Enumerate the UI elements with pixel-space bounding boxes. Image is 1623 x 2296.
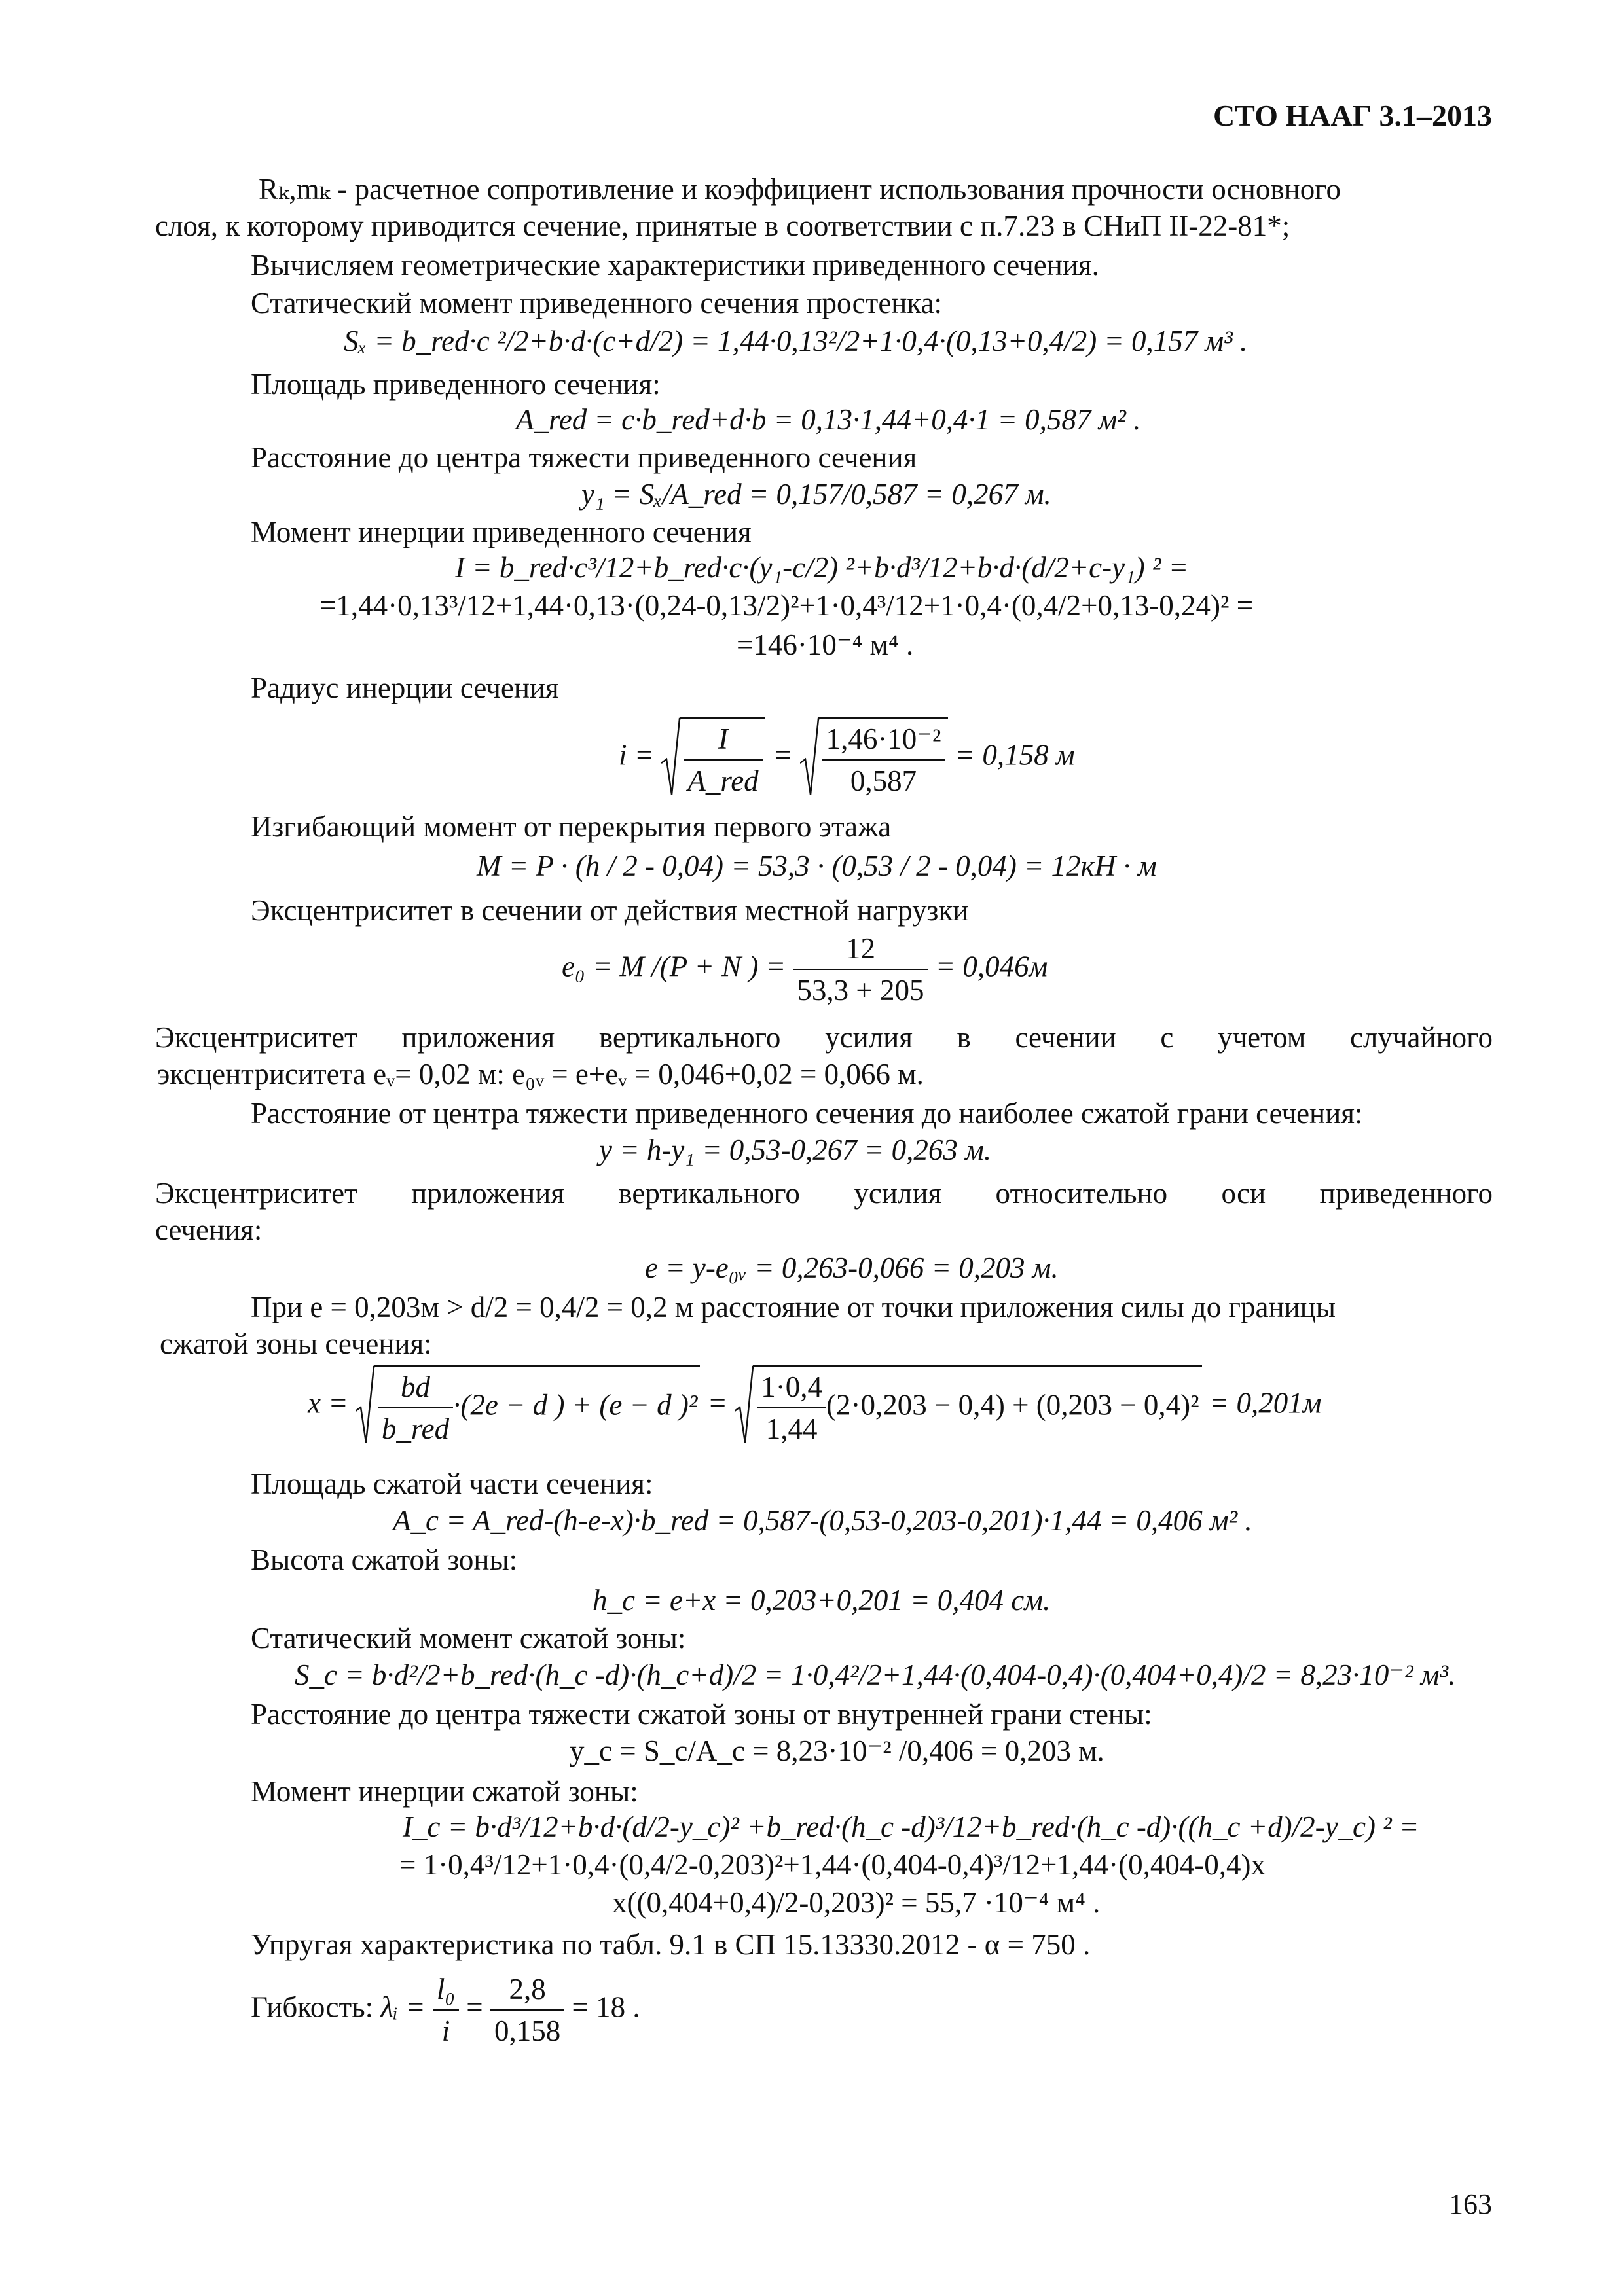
text-line: Расстояние от центра тяжести приведенного сечения до наиболее сжатой грани сечения: bbox=[251, 1097, 1363, 1130]
text-line: Площадь сжатой части сечения: bbox=[251, 1467, 653, 1500]
text-line: Вычисляем геометрические характеристики приведенного сечения. bbox=[251, 249, 1099, 281]
formula-lhs: i = bbox=[619, 738, 655, 772]
text-line: Расстояние до центра тяжести приведенного сечения bbox=[251, 441, 917, 474]
formula-line: Sₓ = b_red·c ²/2+b·d·(c+d/2) = 1,44·0,13²/2+1·0,4·(0,13+0,4/2) = 0,157 м³ . bbox=[344, 325, 1248, 357]
formula-line: A_c = A_red-(h-e-x)·b_red = 0,587-(0,53-0,203-0,201)·1,44 = 0,406 м² . bbox=[393, 1504, 1252, 1537]
formula-line: I = b_red·c³/12+b_red·c·(y₁-c/2) ²+b·d³/12+b·d·(d/2+c-y₁) ² = bbox=[455, 551, 1189, 584]
page-number: 163 bbox=[1449, 2188, 1492, 2220]
text-line: сечения: bbox=[155, 1213, 263, 1246]
formula-result: = 0,201м bbox=[1209, 1386, 1322, 1420]
radical-icon bbox=[661, 717, 681, 796]
text-line: Момент инерции приведенного сечения bbox=[251, 516, 752, 548]
formula-result: = 0,158 м bbox=[955, 738, 1075, 772]
formula-result: = 0,046м bbox=[935, 950, 1048, 983]
formula-moment: M = P · (h / 2 - 0,04) = 53,3 · (0,53 / 2 - 0,04) = 12кН · м bbox=[477, 850, 1157, 882]
formula-line: h_c = e+x = 0,203+0,201 = 0,404 см. bbox=[593, 1584, 1051, 1617]
radical-icon bbox=[735, 1365, 754, 1444]
formula-line: S_c = b·d²/2+b_red·(h_c -d)·(h_c+d)/2 = 1·0,4²/2+1,44·(0,404-0,4)·(0,404+0,4)/2 = 8,23·10⁻² м³. bbox=[295, 1659, 1456, 1691]
radicand-tail: ·(2e − d ) + (e − d )² bbox=[453, 1388, 698, 1422]
text-line: Эксцентриситет приложения вертикального усилия в сечении с учетом случайного bbox=[155, 1021, 1493, 1054]
fraction-numerator: 2,8 bbox=[490, 1971, 564, 2011]
fraction-numerator: 1·0,4 bbox=[757, 1369, 826, 1408]
equals-sign: = bbox=[707, 1386, 728, 1420]
radical-icon bbox=[800, 717, 820, 796]
formula-line: A_red = c·b_red+d·b = 0,13·1,44+0,4·1 = 0,587 м² . bbox=[516, 403, 1141, 436]
text-line: Высота сжатой зоны: bbox=[251, 1543, 518, 1576]
text-line: сжатой зоны сечения: bbox=[160, 1327, 432, 1360]
formula-lhs: e₀ = M /(P + N ) = bbox=[562, 950, 786, 983]
text-line: Упругая характеристика по табл. 9.1 в СП 15.13330.2012 - α = 750 . bbox=[251, 1928, 1091, 1961]
sqrt-sign bbox=[735, 1365, 1201, 1446]
page-header: СТО НААГ 3.1–2013 bbox=[1213, 99, 1492, 132]
fraction-numerator: 1,46·10⁻² bbox=[822, 721, 945, 761]
fraction-denominator: 53,3 + 205 bbox=[797, 974, 924, 1007]
formula-eccentricity bbox=[562, 931, 1048, 1008]
formula-line: e = y-e₀ᵥ = 0,263-0,066 = 0,203 м. bbox=[645, 1251, 1059, 1284]
fraction-denominator: 0,587 bbox=[850, 764, 917, 797]
fraction-numerator: I bbox=[684, 721, 762, 761]
formula-radius bbox=[619, 717, 1075, 798]
fraction-numerator: l₀ bbox=[433, 1971, 459, 2011]
sqrt-sign bbox=[356, 1365, 701, 1446]
text-line: Эксцентриситет в сечении от действия местной нагрузки bbox=[251, 894, 969, 927]
fraction-denominator: i bbox=[441, 2015, 450, 2047]
formula-flexibility bbox=[251, 1971, 640, 2049]
formula-lhs: x = bbox=[308, 1386, 348, 1420]
text-line: слоя, к которому приводится сечение, принятые в соответствии с п.7.23 в СНиП II-22-81*; bbox=[155, 209, 1290, 242]
radicand-tail: (2·0,203 − 0,4) + (0,203 − 0,4)² bbox=[826, 1388, 1199, 1422]
text-line: Rₖ,mₖ - расчетное сопротивление и коэффициент использования прочности основного bbox=[259, 173, 1341, 206]
formula-lhs: λᵢ = bbox=[380, 1990, 426, 2024]
formula-line: x((0,404+0,4)/2-0,203)² = 55,7 ·10⁻⁴ м⁴ . bbox=[612, 1886, 1101, 1919]
formula-label: Гибкость: bbox=[251, 1990, 374, 2024]
text-line: Площадь приведенного сечения: bbox=[251, 368, 661, 401]
text-line: Изгибающий момент от перекрытия первого этажа bbox=[251, 810, 892, 843]
text-line: Расстояние до центра тяжести сжатой зоны от внутренней грани стены: bbox=[251, 1698, 1152, 1731]
text-line: Радиус инерции сечения bbox=[251, 672, 559, 704]
fraction-denominator: 0,158 bbox=[494, 2015, 561, 2047]
radical-icon bbox=[356, 1365, 375, 1444]
fraction-numerator: bd bbox=[378, 1369, 453, 1408]
equals-sign: = bbox=[466, 1990, 483, 2024]
text-line: Статический момент приведенного сечения простенка: bbox=[251, 287, 943, 319]
formula-line: = 1·0,4³/12+1·0,4·(0,4/2-0,203)²+1,44·(0,404-0,4)³/12+1,44·(0,404-0,4)x bbox=[399, 1848, 1266, 1881]
fraction-numerator: 12 bbox=[793, 931, 928, 970]
formula-line: =1,44·0,13³/12+1,44·0,13·(0,24-0,13/2)²+1·0,4³/12+1·0,4·(0,4/2+0,13-0,24)² = bbox=[319, 589, 1254, 622]
formula-line: =146·10⁻⁴ м⁴ . bbox=[737, 628, 914, 661]
formula-line: I_c = b·d³/12+b·d·(d/2-y_c)² +b_red·(h_c -d)³/12+b_red·(h_c -d)·((h_c +d)/2-y_c) ² = bbox=[403, 1810, 1419, 1843]
fraction-denominator: 1,44 bbox=[765, 1412, 818, 1445]
text-line: При e = 0,203м > d/2 = 0,4/2 = 0,2 м расстояние от точки приложения силы до границы bbox=[251, 1291, 1336, 1323]
equals-sign: = bbox=[772, 738, 793, 772]
text-line: Эксцентриситет приложения вертикального усилия относительно оси приведенного bbox=[155, 1177, 1493, 1210]
formula-x-zone bbox=[308, 1365, 1321, 1446]
formula-line: y₁ = Sₓ/A_red = 0,157/0,587 = 0,267 м. bbox=[581, 478, 1051, 511]
fraction-denominator: A_red bbox=[687, 764, 759, 797]
sqrt-sign bbox=[800, 717, 948, 798]
fraction-denominator: b_red bbox=[381, 1412, 450, 1445]
formula-line: y = h-y₁ = 0,53-0,267 = 0,263 м. bbox=[599, 1134, 992, 1166]
formula-result: = 18 . bbox=[572, 1990, 640, 2024]
text-line: Статический момент сжатой зоны: bbox=[251, 1622, 686, 1655]
text-line: эксцентриситета eᵥ= 0,02 м: e₀ᵥ = e+eᵥ = 0,046+0,02 = 0,066 м. bbox=[157, 1058, 924, 1090]
text-line: Момент инерции сжатой зоны: bbox=[251, 1775, 638, 1808]
sqrt-sign bbox=[661, 717, 765, 798]
formula-line: y_c = S_c/A_c = 8,23·10⁻² /0,406 = 0,203 м. bbox=[570, 1734, 1104, 1767]
